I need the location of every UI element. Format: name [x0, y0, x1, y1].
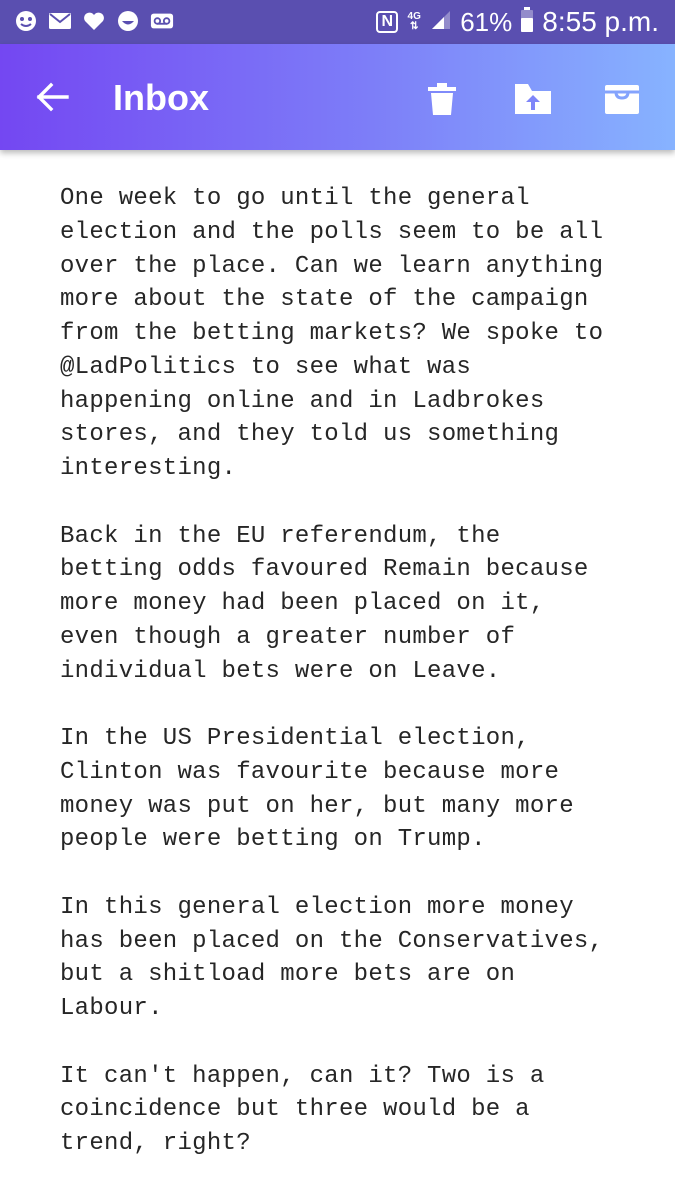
clock: 8:55 p.m. — [542, 6, 659, 37]
message-line: over the place. Can we learn anything — [60, 252, 604, 280]
message-line: In this general election more money — [60, 893, 574, 921]
message-line: people were betting on Trump. — [60, 826, 486, 854]
message-line: individual bets were on Leave. — [60, 657, 501, 685]
message-line: It can't happen, can it? Two is a — [60, 1062, 545, 1090]
status-indicators — [376, 4, 659, 40]
message-line: has been placed on the Conservatives, — [60, 927, 604, 955]
message-paragraph — [60, 520, 660, 689]
page-title: Inbox — [113, 77, 209, 118]
network-4g-icon — [406, 12, 422, 32]
message-line: stores, and they told us something — [60, 421, 560, 449]
status-bar — [0, 0, 675, 44]
delete-icon — [427, 82, 457, 116]
message-line: One week to go until the general — [60, 185, 530, 212]
data-arrows-glyph: ⇅ — [410, 21, 419, 32]
message-line: Clinton was favourite because more — [60, 758, 560, 786]
message-line: but a shitload more bets are on — [60, 961, 516, 989]
notification-app-icon — [14, 8, 38, 34]
delete-button[interactable] — [418, 75, 466, 123]
message-body — [60, 182, 660, 1195]
message-line: money was put on her, but many more — [60, 792, 574, 820]
message-line: In the US Presidential election, — [60, 725, 530, 752]
message-line: @LadPolitics to see what was — [60, 353, 472, 381]
voicemail-icon — [150, 8, 174, 34]
message-line: trend, right? — [60, 1130, 251, 1157]
heart-icon — [82, 8, 106, 34]
network-type-label: 4G — [407, 11, 421, 22]
message-line: betting odds favoured Remain because — [60, 556, 589, 584]
signal-icon — [430, 9, 452, 36]
message-line: election and the polls seem to be all — [60, 218, 604, 246]
message-line: more about the state of the campaign — [60, 286, 589, 314]
app-bar — [0, 44, 675, 150]
message-paragraph — [60, 722, 660, 857]
battery-percent: 61% — [460, 6, 513, 37]
nfc-icon: N — [376, 11, 398, 33]
message-paragraph — [60, 182, 660, 486]
archive-icon — [604, 83, 640, 115]
message-line: Back in the EU referendum, the — [60, 522, 501, 550]
arrow-left-icon — [35, 82, 69, 112]
move-to-folder-icon — [514, 83, 552, 115]
mail-icon — [48, 8, 72, 34]
message-line: from the betting markets? We spoke to — [60, 320, 604, 347]
message-line: more money had been placed on it, — [60, 590, 545, 617]
message-line: even though a greater number of — [60, 623, 516, 651]
message-paragraph — [60, 891, 660, 1026]
back-button[interactable] — [30, 75, 74, 119]
status-notifications — [14, 8, 174, 34]
smiley-icon — [116, 8, 140, 34]
battery-icon — [520, 7, 534, 38]
message-line: Labour. — [60, 995, 163, 1022]
message-paragraph — [60, 1060, 660, 1161]
message-line: happening online and in Ladbrokes — [60, 387, 545, 415]
message-line: interesting. — [60, 455, 237, 482]
move-to-folder-button[interactable] — [509, 75, 557, 123]
archive-button[interactable] — [598, 75, 646, 123]
message-line: coincidence but three would be a — [60, 1096, 530, 1124]
